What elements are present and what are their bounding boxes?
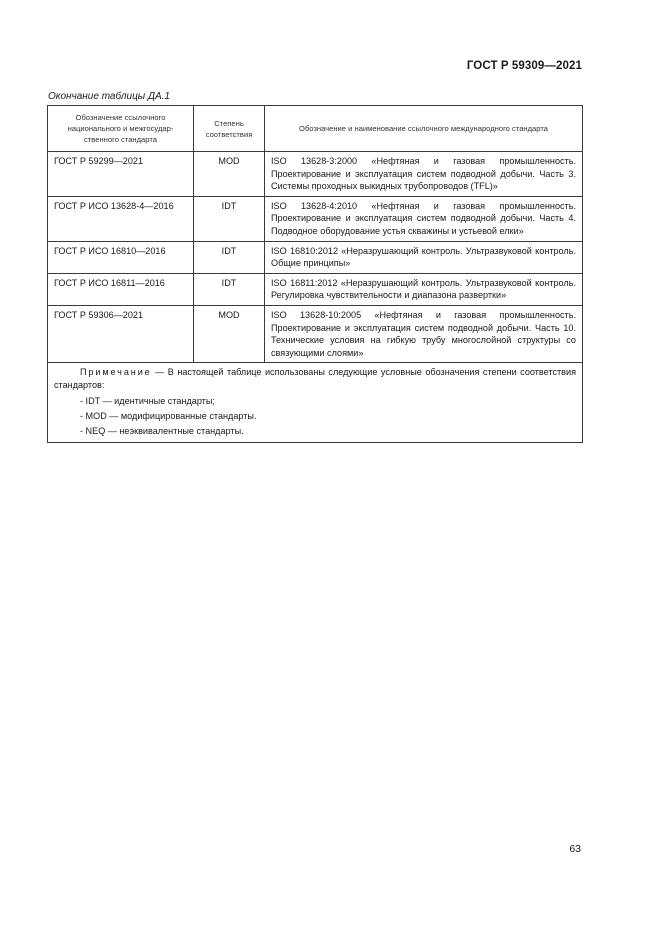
table-row — [48, 152, 583, 197]
note-label: Примечание — [80, 367, 152, 378]
cell-national: ГОСТ Р ИСО 16810—2016 — [48, 241, 194, 273]
note-intro — [54, 366, 576, 391]
table-row — [48, 273, 583, 305]
standards-table — [47, 105, 583, 443]
list-item: - NEQ — неэквивалентные стандарты. — [80, 425, 244, 436]
cell-degree: IDT — [194, 273, 265, 305]
cell-degree: MOD — [194, 152, 265, 197]
column-header-international: Обозначение и наименование ссылочного международного стандарта — [265, 106, 583, 152]
table-note-row — [48, 363, 583, 442]
cell-international: ISO 16811:2012 «Неразрушающий контроль. Ультразвуковой контроль. Регулировка чувствительности и диапазона развертки» — [265, 273, 583, 305]
table-row — [48, 305, 583, 362]
cell-international: ISO 13628-10:2005 «Нефтяная и газовая промышленность. Проектирование и эксплуатация систем подводной добычи. Часть 10. Технические условия на гибкую трубу многослойной структуры со связующими слоями» — [265, 305, 583, 362]
column-header-national: Обозначение ссылочного национального и межгосудар-ственного стандарта — [48, 106, 194, 152]
document-code: ГОСТ Р 59309—2021 — [466, 60, 582, 72]
cell-national: ГОСТ Р 59299—2021 — [48, 152, 194, 197]
cell-national: ГОСТ Р 59306—2021 — [48, 305, 194, 362]
page-number: 63 — [569, 843, 581, 855]
table-row — [48, 196, 583, 241]
cell-national: ГОСТ Р ИСО 16811—2016 — [48, 273, 194, 305]
list-item: - MOD — модифицированные стандарты. — [80, 410, 257, 421]
table-row — [48, 241, 583, 273]
cell-degree: IDT — [194, 196, 265, 241]
table-header-row — [48, 106, 583, 152]
cell-international: ISO 13628-4:2010 «Нефтяная и газовая промышленность. Проектирование и эксплуатация систем подводной добычи. Часть 4. Подводное оборудование устья скважины и устьевой елки» — [265, 196, 583, 241]
cell-national: ГОСТ Р ИСО 13628-4—2016 — [48, 196, 194, 241]
table-caption: Окончание таблицы ДА.1 — [48, 91, 170, 102]
cell-international: ISO 16810:2012 «Неразрушающий контроль. Ультразвуковой контроль. Общие принципы» — [265, 241, 583, 273]
cell-degree: IDT — [194, 241, 265, 273]
abbreviation-list — [54, 394, 576, 439]
list-item: - IDT — идентичные стандарты; — [80, 395, 215, 406]
column-header-degree: Степень соответствия — [194, 106, 265, 152]
cell-international: ISO 13628-3:2000 «Нефтяная и газовая промышленность. Проектирование и эксплуатация систем подводной добычи. Часть 3. Системы проходных выкидных трубопроводов (TFL)» — [265, 152, 583, 197]
table-note — [48, 363, 583, 442]
cell-degree: MOD — [194, 305, 265, 362]
note-text: — В настоящей таблице использованы следующие условные обозначения степени соответствия стандартов: — [54, 367, 576, 390]
